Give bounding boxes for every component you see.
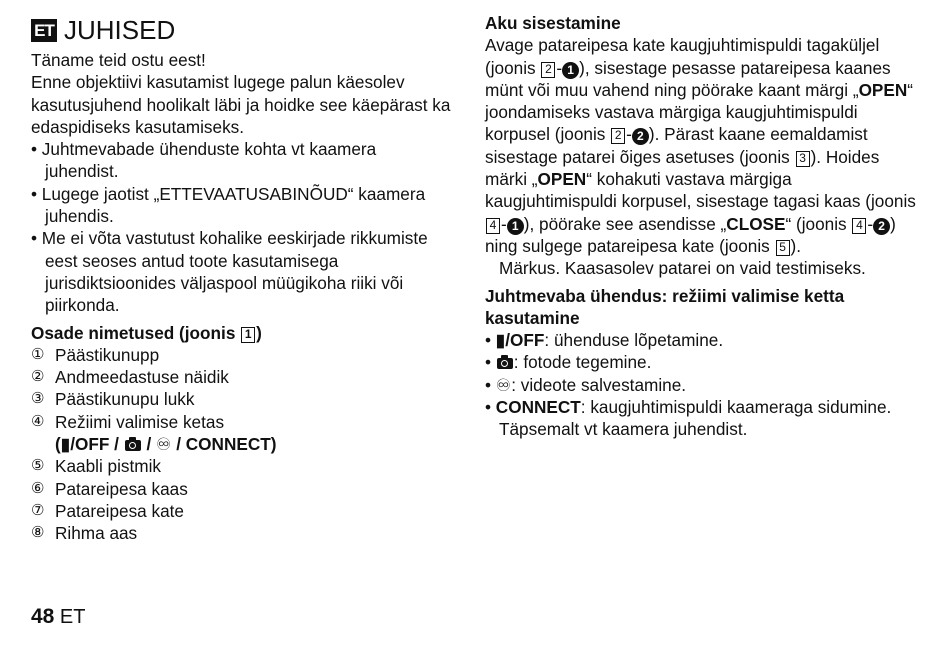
part-item: ⑤ Kaabli pistmik: [31, 456, 162, 477]
battery-heading: Aku sisestamine: [485, 13, 621, 33]
wireless-heading: Juhtmevaba ühendus: režiimi valimise ketta kasutamine: [485, 285, 845, 328]
video-icon: ♾: [495, 374, 512, 395]
page-number: 48: [31, 605, 55, 628]
battery-note: Märkus. Kaasasolev patarei on vaid testimiseks.: [499, 258, 866, 279]
mode-photo-item: • : fotode tegemine.: [485, 351, 925, 373]
part-item: ⑥ Patareipesa kaas: [31, 478, 188, 499]
power-icon: ▮: [60, 434, 71, 455]
intro-thanks: Täname teid ostu eest!: [31, 50, 206, 70]
figure-ref: 1: [241, 327, 255, 343]
mode-connect-item: • CONNECT: kaugjuhtimispuldi kaameraga sidumine. Täpsemalt vt kaamera juhendist.: [485, 396, 925, 441]
video-icon: ♾: [156, 434, 172, 455]
language-badge: ET: [31, 19, 57, 42]
page-language: ET: [59, 606, 86, 628]
camera-icon: [497, 358, 513, 369]
mode-off-item: • ▮/OFF: ühenduse lõpetamine.: [485, 329, 925, 351]
mode-video-item: • ♾: videote salvestamine.: [485, 374, 925, 396]
parts-heading: Osade nimetused (joonis 1 ): [31, 322, 262, 343]
mode-dial-line: (▮/OFF / / ♾ / CONNECT): [55, 434, 277, 455]
title-text: JUHISED: [64, 15, 176, 45]
part-item: ① Päästikunupp: [31, 344, 160, 365]
part-item: ⑦ Patareipesa kate: [31, 500, 184, 521]
bullet-liability: • Me ei võta vastutust kohalike eeskirjade rikkumiste eest seoses antud toote kasutamisega jurisdiktsioonides väljaspool müügikoha riiki või piirkonda.: [31, 227, 451, 316]
part-item: ④ Režiimi valimise ketas: [31, 411, 225, 432]
battery-instructions: Avage patareipesa kate kaugjuhtimispuldi tagaküljel (joonis 2 - 1 ), sisestage pesasse patareipesa kaanes münt või muu vahend ning pöörake kaant märgi „OPEN“ joondamiseks vastava märgiga kaugjuhtimispuldi korpusel (joonis 2 - 2 ). Pärast kaane eemaldamist sisestage patarei õiges asetuses (joonis 3 ). Hoides märki „OPEN“ kohakuti vastava märgiga kaugjuhtimispuldi korpusel, sisestage tagasi kaas (joonis 4 - 1 ), pöörake see asendisse „CLOSE“ (joonis 4 - 2 ) ning sulgege patareipesa kate (joonis 5 ).: [485, 35, 916, 256]
part-item: ⑧ Rihma aas: [31, 523, 138, 544]
part-item: ② Andmeedastuse näidik: [31, 367, 229, 388]
camera-icon: [125, 440, 141, 451]
bullet-precautions: • Lugege jaotist „ETTEVAATUSABINÕUD“ kaamera juhendis.: [31, 183, 451, 228]
left-column: [31, 12, 451, 545]
intro-instructions: Enne objektiivi kasutamist lugege palun käesolev kasutusjuhend hoolikalt läbi ja hoidke see käepärast ka edaspidiseks kasutamiseks.: [31, 72, 451, 137]
right-column: [485, 12, 925, 441]
bullet-wireless: • Juhtmevabade ühenduste kohta vt kaamera juhendist.: [31, 138, 451, 183]
part-item: ③ Päästikunupu lukk: [31, 389, 195, 410]
page-title: [31, 15, 451, 45]
page-footer: [31, 605, 85, 629]
